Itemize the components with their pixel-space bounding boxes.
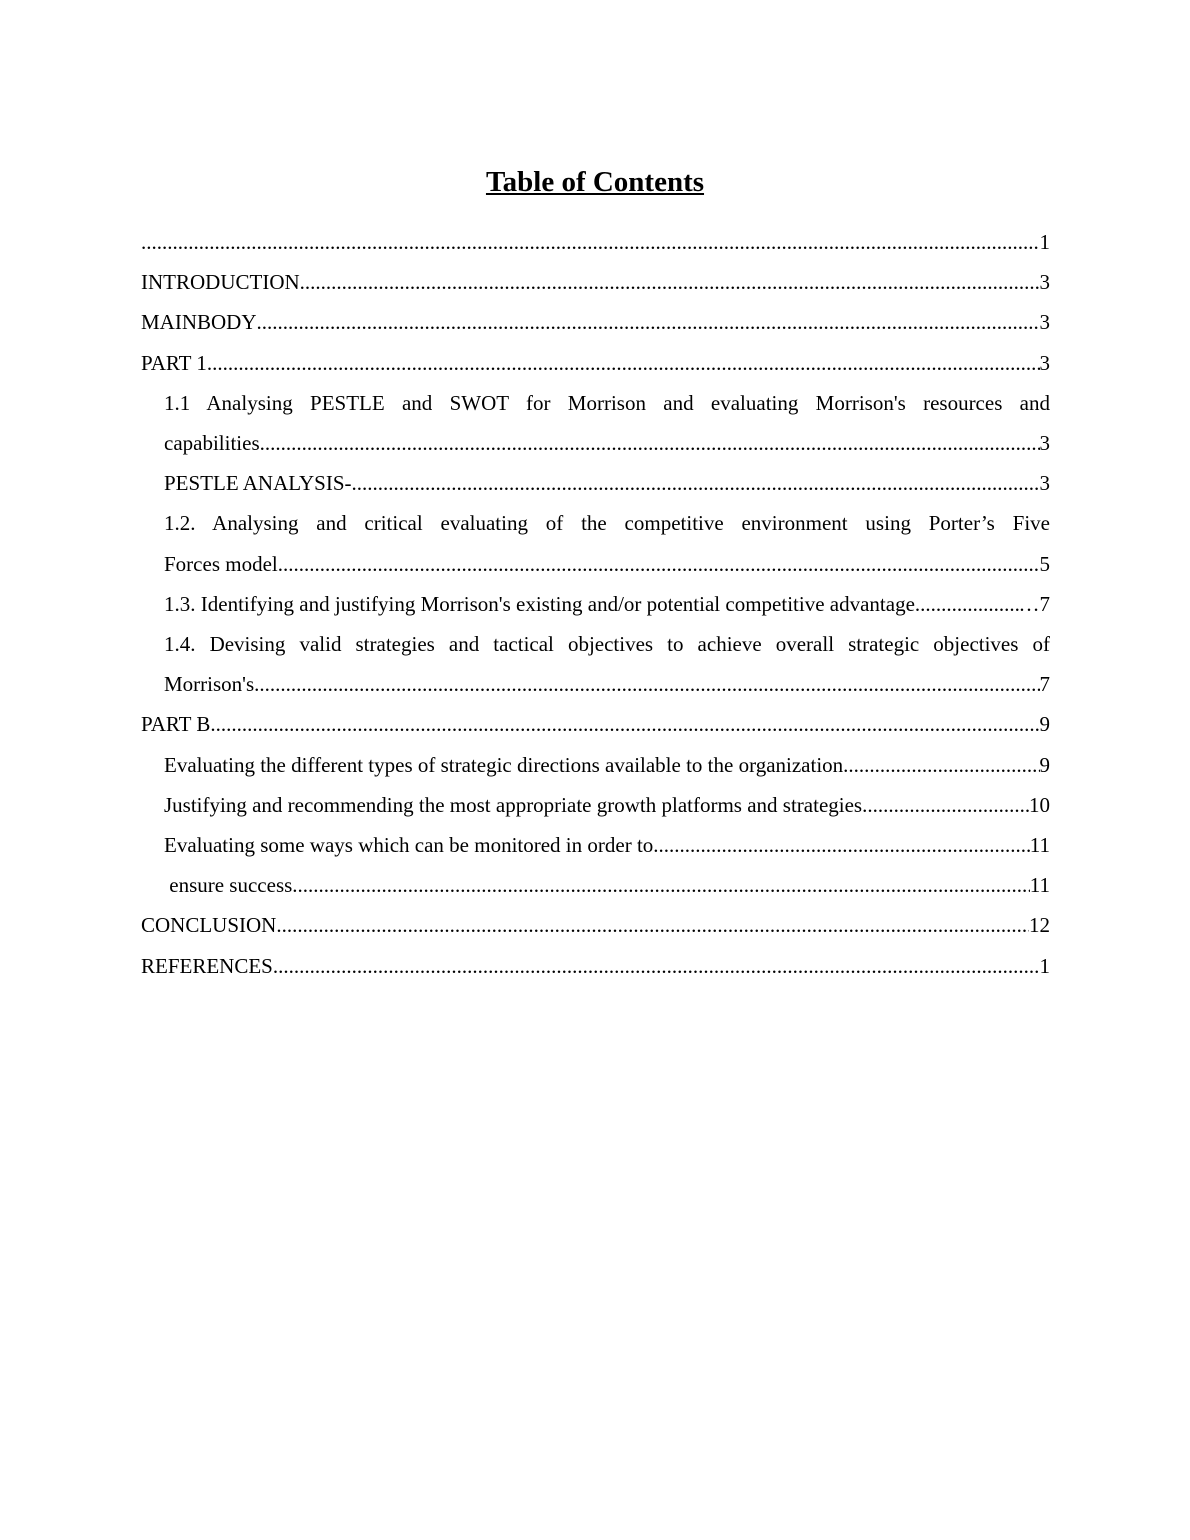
- toc-list: [141, 222, 1050, 986]
- toc-leader-dots: [653, 825, 1029, 865]
- toc-entry-label: Evaluating the different types of strategic directions available to the organization: [164, 752, 844, 777]
- toc-entry-last-line: [164, 423, 1050, 463]
- toc-leader-dots: [300, 262, 1040, 302]
- toc-leader-dots: [276, 905, 1029, 945]
- toc-leader-dots: [292, 865, 1029, 905]
- toc-entry-strategic-directions[interactable]: [141, 745, 1050, 785]
- toc-entry-label: REFERENCES: [141, 953, 273, 978]
- toc-entry-references[interactable]: [141, 946, 1050, 986]
- toc-entry-label: ensure success: [164, 873, 293, 898]
- toc-entry-1-2[interactable]: [141, 503, 1050, 583]
- toc-leader-dots: [843, 745, 1039, 785]
- toc-entry-ensure-success[interactable]: [141, 865, 1050, 905]
- toc-page-number: 11: [1029, 873, 1050, 898]
- toc-entry-label: PART B: [141, 712, 211, 737]
- toc-leader-dots: [207, 343, 1040, 383]
- toc-leader-dots: [920, 584, 1018, 624]
- toc-leader-dots: [352, 463, 1040, 503]
- toc-entry-label: CONCLUSION: [141, 913, 277, 938]
- toc-leader-dots: [141, 222, 1040, 262]
- toc-title: Table of Contents: [485, 166, 705, 198]
- toc-entry-1-4[interactable]: [141, 624, 1050, 704]
- toc-page-number: 3: [1039, 310, 1050, 335]
- toc-page-number: 3: [1039, 270, 1050, 295]
- toc-entry-label-line-1: 1.4. Devising valid strategies and tactical objectives to achieve overall strategic objectives of: [164, 632, 1050, 657]
- toc-entry-label: PESTLE ANALYSIS-: [164, 471, 352, 496]
- toc-entry-conclusion[interactable]: [141, 905, 1050, 945]
- toc-entry-growth-platforms[interactable]: [141, 785, 1050, 825]
- toc-page-number: 3: [1039, 471, 1050, 496]
- toc-entry-1-1[interactable]: [141, 383, 1050, 463]
- toc-entry-label: Justifying and recommending the most appropriate growth platforms and strategies: [164, 792, 863, 817]
- toc-page-number: 9: [1039, 712, 1050, 737]
- toc-entry-part-1[interactable]: [141, 343, 1050, 383]
- toc-page-number: 3: [1039, 350, 1050, 375]
- toc-entry-monitoring-ways[interactable]: [141, 825, 1050, 865]
- toc-leader-dots: [260, 423, 1040, 463]
- toc-entry-label: MAINBODY: [141, 310, 257, 335]
- toc-entry-untitled[interactable]: [141, 222, 1050, 262]
- toc-entry-label-line-2: Forces model: [164, 551, 278, 576]
- toc-entry-label-line-1: 1.2. Analysing and critical evaluating of the competitive environment using Porter’s Five: [164, 511, 1050, 536]
- toc-entry-label: Evaluating some ways which can be monitored in order to: [164, 833, 654, 858]
- toc-page-number: 11: [1029, 833, 1050, 858]
- toc-entry-1-3[interactable]: [141, 584, 1050, 624]
- toc-entry-label: PART 1: [141, 350, 207, 375]
- toc-leader-dots: [210, 704, 1039, 744]
- toc-entry-part-b[interactable]: [141, 704, 1050, 744]
- toc-leader-dots: [257, 302, 1040, 342]
- toc-leader-dots: [862, 785, 1029, 825]
- toc-entry-introduction[interactable]: [141, 262, 1050, 302]
- toc-entry-mainbody[interactable]: [141, 302, 1050, 342]
- toc-page-number: 10: [1029, 792, 1050, 817]
- toc-page-number: …7: [1018, 591, 1050, 616]
- toc-page-number: 1: [1039, 953, 1050, 978]
- toc-entry-last-line: [164, 544, 1050, 584]
- toc-entry-pestle-analysis[interactable]: [141, 463, 1050, 503]
- toc-entry-label: 1.3. Identifying and justifying Morrison's existing and/or potential competitive advantage.: [164, 591, 921, 616]
- toc-leader-dots: [273, 946, 1040, 986]
- toc-page-number: 7: [1039, 672, 1050, 697]
- toc-entry-label-line-2: capabilities: [164, 431, 260, 456]
- toc-page-number: 12: [1029, 913, 1050, 938]
- toc-page-number: 3: [1039, 431, 1050, 456]
- toc-entry-label-line-1: 1.1 Analysing PESTLE and SWOT for Morrison and evaluating Morrison's resources and: [164, 390, 1050, 415]
- toc-entry-label: INTRODUCTION: [141, 270, 300, 295]
- toc-leader-dots: [259, 664, 1039, 704]
- toc-entry-last-line: [164, 664, 1050, 704]
- toc-entry-label-line-2: Morrison's.: [164, 672, 260, 697]
- toc-page-number: 9: [1039, 752, 1050, 777]
- toc-leader-dots: [278, 544, 1040, 584]
- toc-page-number: 5: [1039, 551, 1050, 576]
- toc-page-number: 1: [1039, 230, 1050, 254]
